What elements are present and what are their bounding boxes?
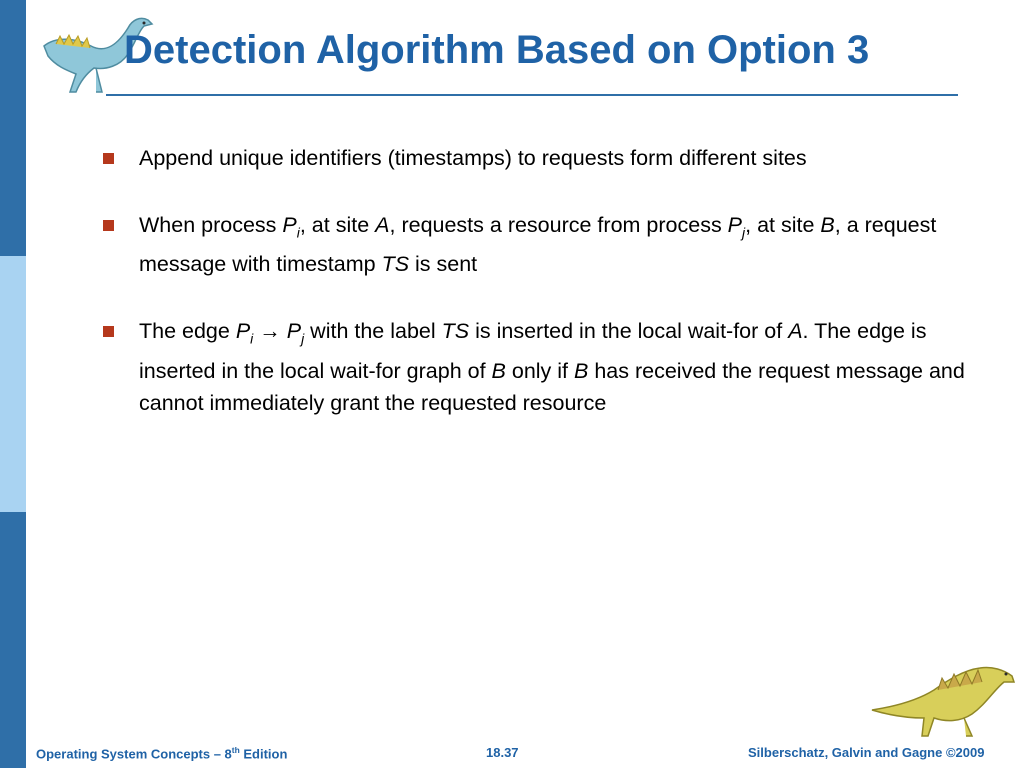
side-bar-middle-segment (0, 256, 26, 512)
bullet-list (100, 142, 1000, 454)
square-bullet-icon (103, 220, 114, 231)
square-bullet-icon (103, 326, 114, 337)
footer-copyright: Silberschatz, Galvin and Gagne ©2009 (748, 745, 985, 760)
bullet-text: The edge $P_i \to P_j$ with the label TS is inserted in the local wait-for of A. The edge is inserted in the local wait-for graph of B only if B has received the request message and cannot immediately grant the requested resource (139, 319, 965, 415)
side-color-bar (0, 0, 26, 768)
footer-page-number: 18.37 (486, 745, 519, 760)
footer-book-title: Operating System Concepts – 8th Edition (36, 745, 288, 762)
bullet-text: Append unique identifiers (timestamps) to requests form different sites (139, 146, 807, 170)
side-bar-top-segment (0, 0, 26, 256)
side-bar-bottom-segment (0, 512, 26, 768)
bullet-item (100, 142, 1000, 174)
square-bullet-icon (103, 153, 114, 164)
arrow-icon: → (253, 319, 287, 344)
bullet-text: When process $P_i$, at site A, requests a resource from process $P_j$, at site B, a request message with timestamp TS is sent (139, 213, 937, 277)
slide-title: Detection Algorithm Based on Option 3 (124, 28, 870, 72)
bullet-item (100, 209, 1000, 280)
bullet-item (100, 315, 1000, 418)
dinosaur-illustration-icon (868, 660, 1018, 740)
title-divider (106, 94, 958, 96)
